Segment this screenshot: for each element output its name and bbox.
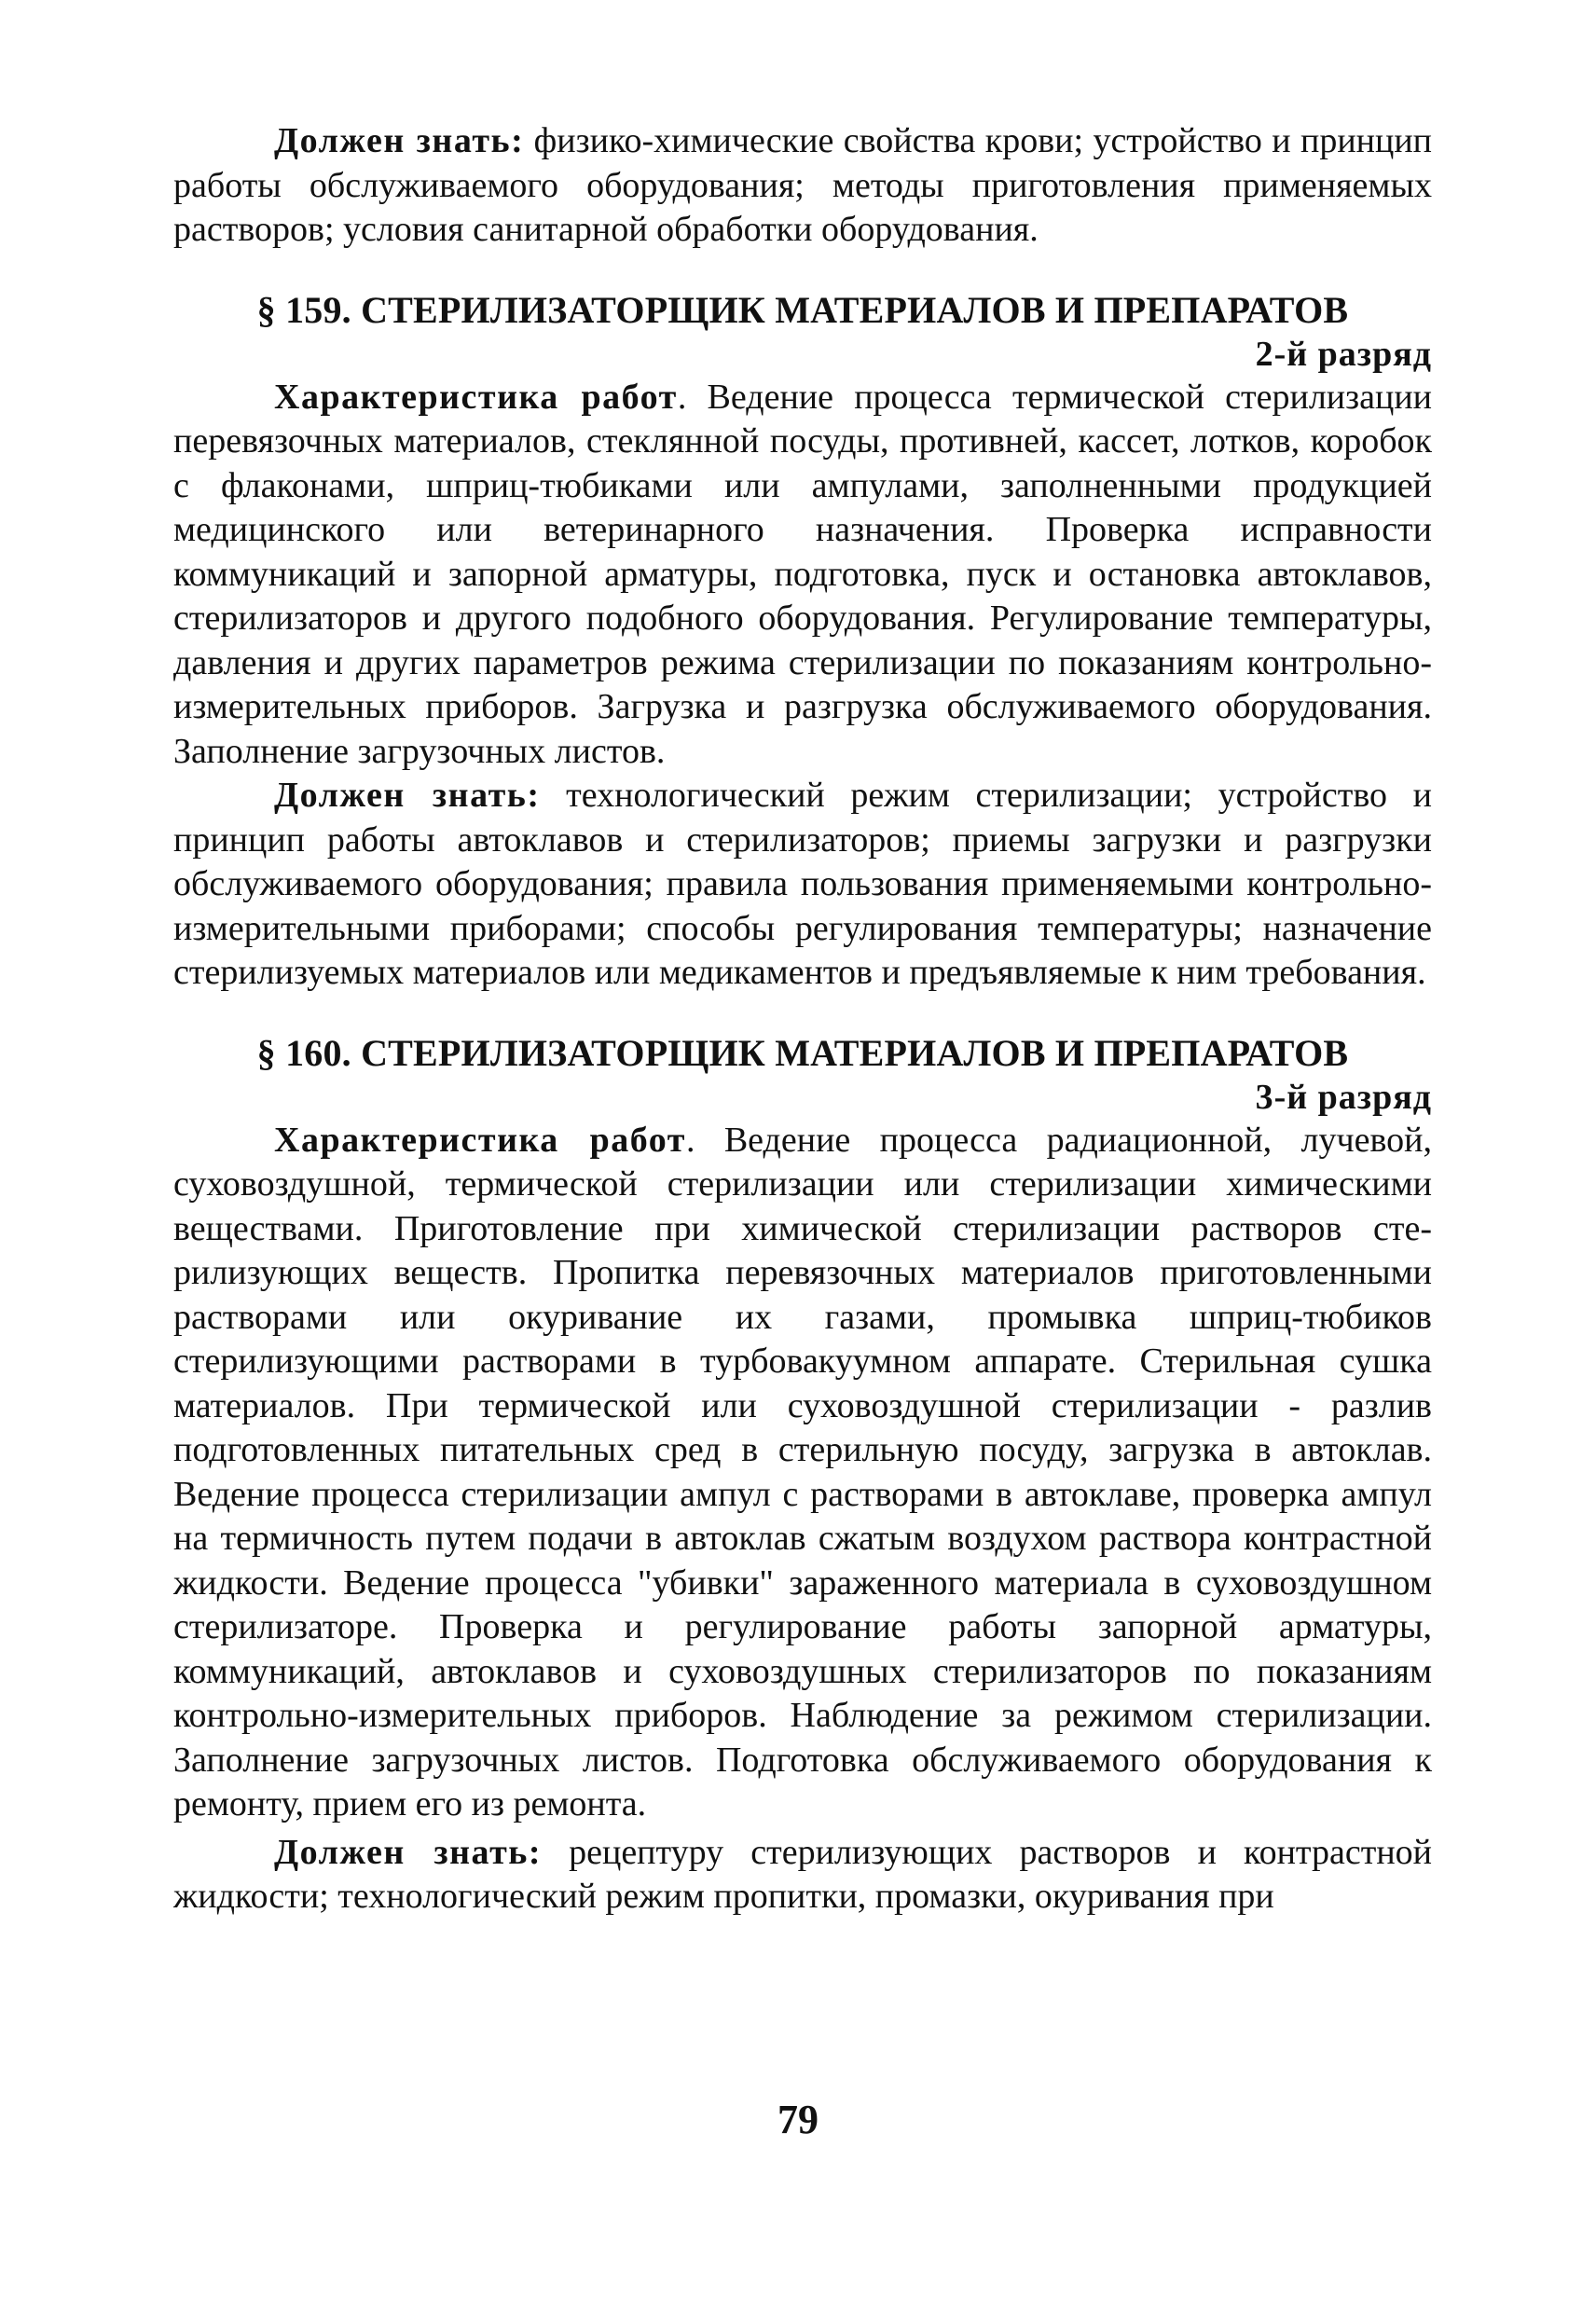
text-column [173, 119, 1432, 1920]
section-160-grade: 3-й разряд [1255, 1077, 1432, 1117]
section-159-know-text: технологический режим стерилизации; устройство и принцип работы автоклавов и стерилизаторов; приемы загрузки и разгрузки обслуживаемого оборудования; правила пользования применяемыми контрольно-измерительными приборами; способы регулирования температуры; назначение стерилизуемых материалов или медикаментов и предъявляемые к ним требования. [173, 776, 1432, 992]
section-159-work-text: . Ведение процесса термической стерилизации перевязочных материалов, стеклянной посуды, противней, кассет, лотков, коробок с флаконами, шприц-тюбиками или ампулами, заполненными продукцией медицинского или ветеринарного назначения. Проверка исправности коммуникаций и запорной арматуры, подготовка, пуск и остановка автоклавов, стерилизаторов и другого подобного оборудования. Регулирование температуры, давления и других параметров режима стерилизации по показаниям контрольно-измерительных приборов. Загрузка и разгрузка обслуживаемого оборудования. Заполнение загрузочных листов. [173, 377, 1433, 771]
intro-lead: Должен знать: [274, 121, 525, 160]
section-160-work-paragraph [173, 1119, 1432, 1827]
section-159-know-paragraph [173, 774, 1432, 996]
intro-text: физико-химические свойства крови; устройство и принцип работы обслуживаемого оборудования; методы приготовления применяемых растворов; условия санитарной обработки оборудования. [173, 121, 1433, 249]
section-159-work-paragraph [173, 376, 1432, 775]
section-160-work-text: . Ведение процесса радиационной, лучевой, суховоздушной, термической стерилизации или стерилизации химическими веществами. Приготовление при химической стерилизации растворов стерилизующих веществ. Пропитка перевязочных материалов приготовленными растворами или окуривание их газами, промывка шприц-тюбиков стерилизующими растворами в турбовакуумном аппарате. Стерильная сушка материалов. При термической или суховоздушной стерилизации - разлив подготовленных питательных сред в стерильную посуду, загрузка в автоклав. Ведение процесса стерилизации ампул с растворами в автоклаве, проверка ампул на термичность путем подачи в автоклав сжатым воздухом раствора контрастной жидкости. Ведение процесса "убивки" зараженного материала в суховоздушном стерилизаторе. Проверка и регулирование работы запорной арматуры, коммуникаций, автоклавов и суховоздушных стерилизаторов по показаниям контрольно-измерительных приборов. Наблюдение за режимом стерилизации. Заполнение загрузочных листов. Подготовка обслуживаемого оборудования к ремонту, прием его из ремонта. [173, 1120, 1432, 1823]
intro-paragraph [173, 119, 1432, 253]
section-159-heading: § 159. СТЕРИЛИЗАТОРЩИК МАТЕРИАЛОВ И ПРЕПАРАТОВ [256, 288, 1349, 331]
section-160-know-text: рецептуру стерилизующих растворов и контрастной жидкости; технологический режим пропитки, промазки, окуривания при [173, 1832, 1433, 1916]
section-160-know-paragraph [173, 1831, 1432, 1920]
page-number: 79 [777, 2097, 819, 2142]
spacer [173, 996, 1432, 1031]
spacer [173, 253, 1432, 288]
section-160-know-lead: Должен знать: [274, 1832, 542, 1872]
section-159-work-lead: Характеристика работ [274, 377, 678, 417]
section-160-heading: § 160. СТЕРИЛИЗАТОРЩИК МАТЕРИАЛОВ И ПРЕПАРАТОВ [256, 1031, 1349, 1074]
section-160-work-lead: Характеристика работ [274, 1120, 686, 1160]
section-159-know-lead: Должен знать: [274, 776, 541, 815]
section-159-grade: 2-й разряд [1255, 334, 1432, 374]
